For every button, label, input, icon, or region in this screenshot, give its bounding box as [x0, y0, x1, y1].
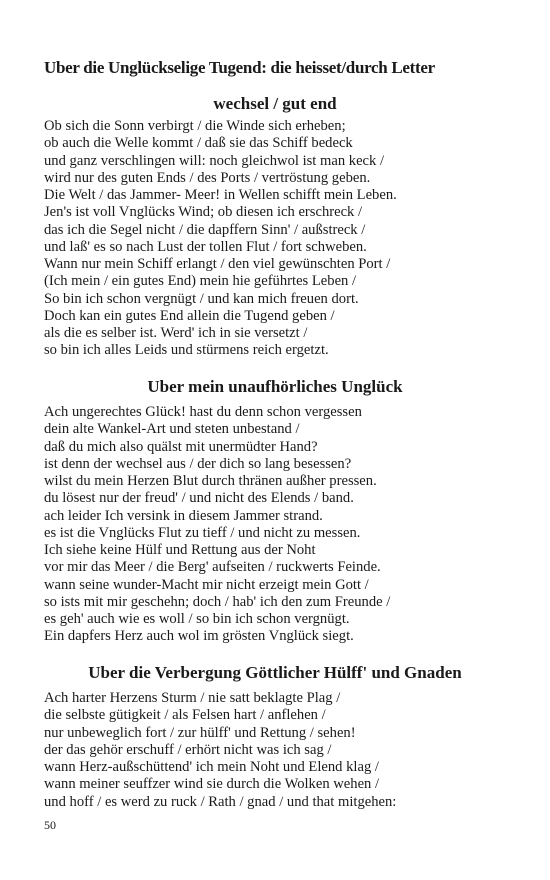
poem-line: wann Herz-außschüttend' ich mein Noht und Elend klag /: [44, 759, 379, 775]
poem-line: ist denn der wechsel aus / der dich so lang besessen?: [44, 455, 352, 472]
poem-line: es ist die Vnglücks Flut zu tieff / und nicht zu messen.: [44, 524, 361, 541]
poem-line: ob auch die Welle kommt / daß sie das Schiff bedeck: [44, 135, 353, 152]
section-1-title-line-1: Uber die Unglückselige Tugend: die heisset/durch Letter: [44, 58, 435, 77]
poem-line: vor mir das Meer / die Berg' aufseiten / ruckwerts Feinde.: [44, 559, 381, 576]
poem-line: es geh' auch wie es woll / so bin ich schon vergnügt.: [44, 611, 350, 627]
poem-line: und ganz verschlingen will: noch gleichwol ist man keck /: [44, 152, 385, 169]
poem-line: ach leider Ich versink in diesem Jammer strand.: [44, 507, 323, 524]
poem-line: und hoff / es werd zu ruck / Rath / gnad / und that mitgehen:: [44, 793, 397, 810]
poem-line: so ists mit mir geschehn; doch / hab' ich den zum Freunde /: [44, 593, 391, 610]
poem-line: Wann nur mein Schiff erlangt / den viel gewünschten Port /: [44, 256, 391, 272]
section-3-poem: [44, 690, 514, 811]
section-3-title: Uber die Verbergung Göttlicher Hülff' und Gnaden: [88, 663, 462, 682]
poem-line: du lösest nur der freud' / und nicht des Elends / band.: [44, 490, 354, 507]
poem-line: wann meiner seuffzer wind sie durch die Wolken wehen /: [44, 776, 380, 793]
poem-line: Ein dapfers Herz auch wol im grösten Vnglück siegt.: [44, 628, 354, 645]
poem-line: Doch kan ein gutes End allein die Tugend geben /: [44, 307, 335, 324]
poem-line: Die Welt / das Jammer- Meer! in Wellen schifft mein Leben.: [44, 187, 397, 203]
poem-line: dein alte Wankel-Art und steten unbestand /: [44, 421, 300, 438]
section-2-poem: [44, 404, 514, 646]
poem-line: So bin ich schon vergnügt / und kan mich freuen dort.: [44, 290, 359, 307]
poem-line: wilst du mein Herzen Blut durch thränen außher pressen.: [44, 473, 377, 489]
poem-line: als die es selber ist. Werd' ich in sie versetzt /: [44, 325, 308, 341]
page-number: 50: [44, 818, 56, 832]
poem-line: Ich siehe keine Hülf und Rettung aus der Noht: [44, 542, 316, 558]
poem-line: das ich die Segel nicht / die dapffern Sinn' / außstreck /: [44, 221, 366, 238]
poem-line: nur unbeweglich fort / zur hülff' und Rettung / sehen!: [44, 724, 356, 741]
poem-line: Jen's ist voll Vnglücks Wind; ob diesen ich erschreck /: [44, 204, 363, 221]
poem-line: Ach harter Herzens Sturm / nie satt beklagte Plag /: [44, 690, 341, 706]
section-1-title-line-2: wechsel / gut end: [213, 94, 337, 113]
poem-line: und laß' es so nach Lust der tollen Flut / fort schweben.: [44, 238, 367, 255]
poem-line: daß du mich also quälst mit unermüdter Hand?: [44, 438, 318, 455]
poem-line: Ob sich die Sonn verbirgt / die Winde sich erheben;: [44, 118, 346, 134]
poem-line: so bin ich alles Leids und stürmens reich ergetzt.: [44, 342, 329, 359]
poem-line: Ach ungerechtes Glück! hast du denn schon vergessen: [44, 404, 362, 420]
poem-line: der das gehör erschuff / erhört nicht was ich sag /: [44, 741, 332, 758]
poem-line: (Ich mein / ein gutes End) mein hie geführtes Leben /: [44, 273, 357, 290]
poem-line: wird nur des guten Ends / des Ports / vertröstung geben.: [44, 169, 371, 186]
section-2-title: Uber mein unaufhörliches Unglück: [147, 377, 403, 396]
section-1-poem: [44, 118, 514, 360]
poem-line: wann seine wunder-Macht mir nicht erzeigt mein Gott /: [44, 576, 369, 593]
poem-line: die selbste gütigkeit / als Felsen hart / anflehen /: [44, 707, 326, 724]
